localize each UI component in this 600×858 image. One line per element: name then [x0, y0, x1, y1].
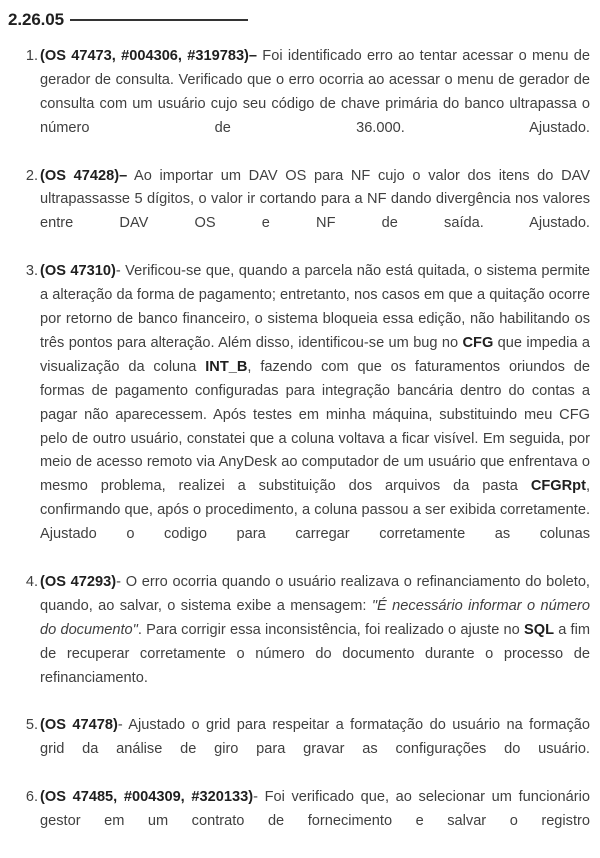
list-item-body [40, 714, 590, 786]
item-text: Ajustado o grid para respeitar a formatação do usuário na formação grid da análise de giro para gravar as configurações do usuário. [40, 717, 590, 758]
list-item-marker: 1. [25, 48, 38, 64]
emphasis-sql: SQL [523, 621, 554, 638]
list-item [25, 571, 591, 714]
os-reference: (OS 47485, #004309, #320133) [40, 789, 254, 806]
list-item [25, 260, 590, 571]
item-text-part-3: , fazendo com que os faturamentos oriundos de formas de pagamento configuradas para integração bancária dentro do contas a pagar não aparecessem. Após testes em minha máquina, substituindo meu CFG pelo de outro usuário, constatei que a coluna voltava a ficar visível. Em seguida, por meio de acesso remoto via AnyDesk ao computador de um usuário que enfrentava o mesmo problema, realizei a substituição dos arquivos da pasta [40, 358, 590, 495]
dash-separator: - [117, 717, 123, 734]
dash-separator: - [253, 789, 258, 806]
item-text: Foi verificado que, ao selecionar um funcionário gestor em um contrato de fornecimento e salvar o registro [40, 789, 590, 829]
os-reference: (OS 47310) [40, 263, 116, 280]
os-reference: (OS 47428) [40, 167, 120, 184]
item-text: Foi identificado erro ao tentar acessar o menu de gerador de consulta. Verificado que o erro ocorria ao acessar o menu de gerador de consulta com um usuário cujo seu código de chave primária do banco ultrapassa o número de 36.000. Ajustado. [40, 48, 590, 136]
item-text-part-2: . Para corrigir essa inconsistência, foi realizado o ajuste no [137, 621, 524, 638]
item-text-part-4: , confirmando que, após o procedimento, a coluna passou a ser exibida corretamente. Ajustado o codigo para carregar corretamente as colunas [40, 478, 590, 543]
emphasis-cfgrpt: CFGRpt [530, 478, 586, 495]
quoted-error-message: "É necessário informar o número do documento" [40, 597, 591, 638]
os-reference: (OS 47473, #004306, #319783) [40, 48, 249, 64]
emphasis-int-b: INT_B [205, 358, 248, 375]
heading-underline-rule [70, 19, 248, 21]
list-item-marker: 2. [25, 167, 38, 184]
section-heading [0, 0, 600, 32]
dash-separator: - [115, 263, 121, 280]
item-text-part-2: que impedia a visualização da coluna [40, 334, 590, 375]
list-item-marker: 5. [25, 717, 38, 734]
item-text-part-1: Verificou-se que, quando a parcela não está quitada, o sistema permite a alteração da forma de pagamento; entretanto, nos casos em que a quitação ocorre por retorno de banco financeiro, o sistema bloqueia essa edição, não habilitando os três pontos para alteração. Além disso, identificou-se um bug no [40, 263, 590, 351]
list-item-body [40, 786, 590, 858]
list-item-body [40, 45, 590, 165]
list-item [25, 714, 590, 786]
emphasis-cfg: CFG [462, 334, 494, 351]
item-text-part-1: O erro ocorria quando o usuário realizava o refinanciamento do boleto, quando, ao salvar, o sistema exibe a mensagem: [40, 573, 590, 614]
dash-separator: – [119, 167, 128, 184]
dash-separator: - [116, 573, 121, 590]
list-item-body [40, 571, 590, 714]
item-text-part-3: a fim de recuperar corretamente o número do documento durante o processo de refinanciamento. [40, 621, 590, 686]
os-reference: (OS 47293) [40, 573, 117, 590]
list-item-body [40, 165, 590, 261]
list-item-body [40, 260, 590, 571]
section-number: 2.26.05 [8, 10, 65, 29]
os-reference: (OS 47478) [40, 717, 118, 734]
item-text: Ao importar um DAV OS para NF cujo o valor dos itens do DAV ultrapassasse 5 dígitos, o valor ir cortando para a NF dando divergência nos valores entre DAV OS e NF de saída. Ajustado. [40, 167, 590, 232]
list-item [25, 45, 590, 165]
list-item-marker: 3. [25, 263, 38, 280]
list-item [25, 786, 590, 829]
list-item-marker: 6. [25, 789, 38, 806]
dash-separator: – [248, 48, 258, 64]
list-item [25, 165, 590, 261]
change-log-list [0, 45, 600, 828]
list-item-marker: 4. [25, 573, 38, 590]
